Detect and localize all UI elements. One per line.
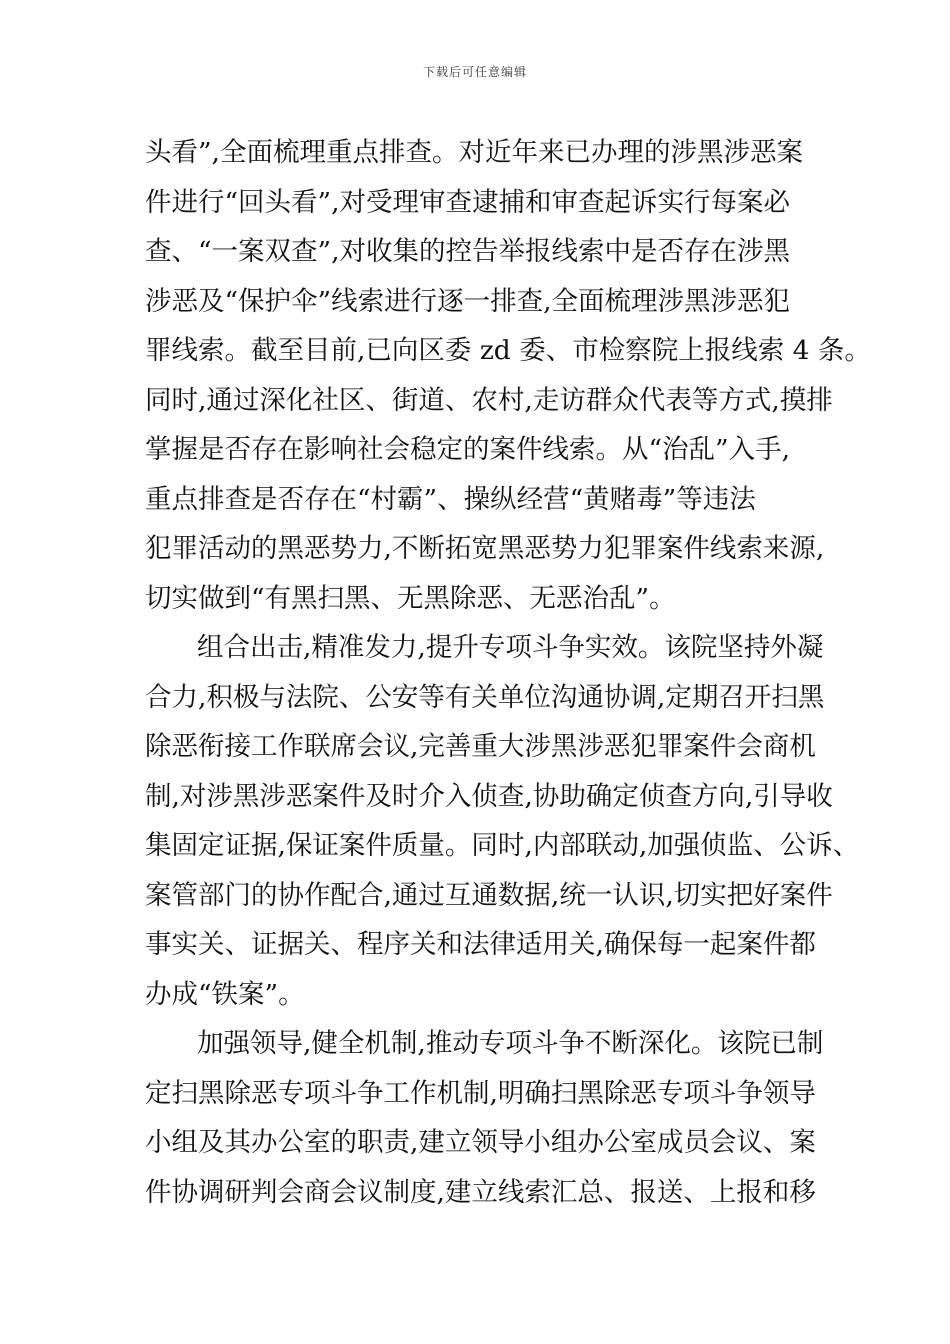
paragraph-start-line: 加强领导,健全机制,推动专项斗争不断深化。该院已制 — [197, 1028, 824, 1059]
body-line: 掌握是否存在影响社会稳定的案件线索。从“治乱”入手, — [145, 434, 791, 465]
body-line: 除恶衔接工作联席会议,完善重大涉黑涉恶犯罪案件会商机 — [145, 731, 816, 762]
body-line: 罪线索。截至目前,已向区委 zd 委、市检察院上报线索 4 条。 — [145, 335, 871, 366]
body-line: 件进行“回头看”,对受理审查逮捕和审查起诉实行每案必 — [145, 186, 791, 218]
paragraph-start-line: 组合出击,精准发力,提升专项斗争实效。该院坚持外凝 — [197, 632, 824, 663]
body-line: 件协调研判会商会议制度,建立线索汇总、报送、上报和移 — [145, 1176, 816, 1208]
body-line: 事实关、证据关、程序关和法律适用关,确保每一起案件都 — [145, 929, 816, 960]
body-line: 头看”,全面梳理重点排查。对近年来已办理的涉黑涉恶案 — [145, 137, 803, 168]
body-line: 合力,积极与法院、公安等有关单位沟通协调,定期召开扫黑 — [145, 681, 825, 713]
body-line: 集固定证据,保证案件质量。同时,内部联动,加强侦监、公诉、 — [145, 830, 860, 861]
page-header-note: 下载后可任意编辑 — [422, 65, 527, 79]
body-line: 案管部门的协作配合,通过互通数据,统一认识,切实把好案件 — [145, 879, 833, 911]
body-line: 同时,通过深化社区、街道、农村,走访群众代表等方式,摸排 — [145, 384, 833, 416]
body-line: 定扫黑除恶专项斗争工作机制,明确扫黑除恶专项斗争领导 — [145, 1077, 816, 1109]
body-line: 重点排查是否存在“村霸”、操纵经营“黄赌毒”等违法 — [145, 483, 756, 515]
body-line: 办成“铁案”。 — [145, 978, 305, 1010]
body-line: 切实做到“有黑扫黑、无黑除恶、无恶治乱”。 — [145, 582, 676, 614]
document-body — [145, 128, 871, 1217]
body-line: 犯罪活动的黑恶势力,不断拓宽黑恶势力犯罪案件线索来源, — [145, 533, 825, 564]
body-line: 小组及其办公室的职责,建立领导小组办公室成员会议、案 — [145, 1127, 816, 1158]
body-line: 制,对涉黑涉恶案件及时介入侦查,协助确定侦查方向,引导收 — [145, 780, 833, 812]
body-line: 涉恶及“保护伞”线索进行逐一排查,全面梳理涉黑涉恶犯 — [145, 285, 791, 317]
body-line: 查、“一案双查”,对收集的控告举报线索中是否存在涉黑 — [145, 236, 791, 267]
